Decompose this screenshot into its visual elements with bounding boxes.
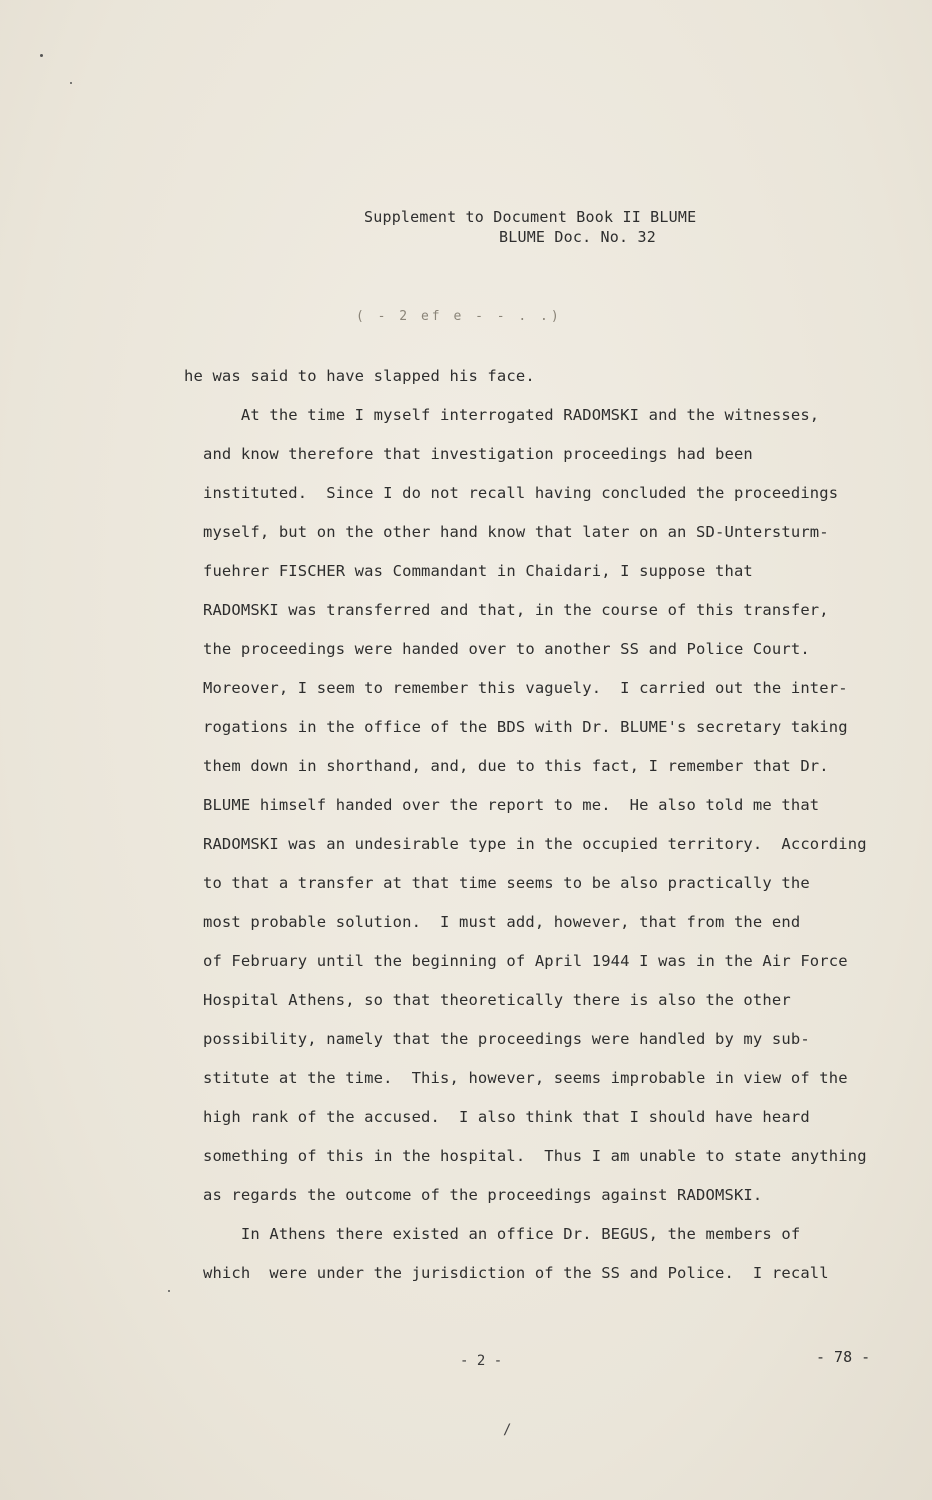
body-line: RADOMSKI was transferred and that, in the course of this transfer, xyxy=(184,601,829,619)
paper-speck xyxy=(168,1290,170,1292)
body-line: BLUME himself handed over the report to me. He also told me that xyxy=(184,796,820,814)
body-line: Moreover, I seem to remember this vaguely. I carried out the inter- xyxy=(184,679,848,697)
body-line: In Athens there existed an office Dr. BEGUS, the members of xyxy=(184,1225,801,1243)
header-line-2: BLUME Doc. No. 32 xyxy=(499,228,656,246)
body-line: he was said to have slapped his face. xyxy=(184,367,535,385)
body-line: most probable solution. I must add, however, that from the end xyxy=(184,913,801,931)
body-line: stitute at the time. This, however, seems improbable in view of the xyxy=(184,1069,848,1087)
body-line: which were under the jurisdiction of the SS and Police. I recall xyxy=(184,1264,829,1282)
body-line: and know therefore that investigation proceedings had been xyxy=(184,445,753,463)
body-line: of February until the beginning of April 1944 I was in the Air Force xyxy=(184,952,848,970)
body-line: rogations in the office of the BDS with Dr. BLUME's secretary taking xyxy=(184,718,848,736)
page-number-right: - 78 - xyxy=(816,1348,871,1366)
body-line: possibility, namely that the proceedings were handled by my sub- xyxy=(184,1030,810,1048)
body-line: them down in shorthand, and, due to this fact, I remember that Dr. xyxy=(184,757,829,775)
paper-speck xyxy=(40,54,43,57)
body-line: to that a transfer at that time seems to be also practically the xyxy=(184,874,810,892)
header-line-1: Supplement to Document Book II BLUME xyxy=(364,208,697,226)
document-header xyxy=(364,207,696,247)
body-line: myself, but on the other hand know that later on an SD-Untersturm- xyxy=(184,523,829,541)
body-line: RADOMSKI was an undesirable type in the occupied territory. According xyxy=(184,835,867,853)
paper-speck xyxy=(70,82,72,84)
body-line: Hospital Athens, so that theoretically there is also the other xyxy=(184,991,791,1009)
body-text xyxy=(184,364,884,1300)
body-line: fuehrer FISCHER was Commandant in Chaidari, I suppose that xyxy=(184,562,753,580)
body-line: the proceedings were handed over to another SS and Police Court. xyxy=(184,640,810,658)
bottom-mark: / xyxy=(503,1422,512,1438)
faint-stamp-line: ( - 2 ef e - - . .) xyxy=(356,309,562,324)
body-line: something of this in the hospital. Thus I am unable to state anything xyxy=(184,1147,867,1165)
body-line: At the time I myself interrogated RADOMSKI and the witnesses, xyxy=(184,406,820,424)
body-line: as regards the outcome of the proceedings against RADOMSKI. xyxy=(184,1186,763,1204)
body-line: instituted. Since I do not recall having concluded the proceedings xyxy=(184,484,839,502)
page-number-center: - 2 - xyxy=(460,1353,503,1369)
body-line: high rank of the accused. I also think that I should have heard xyxy=(184,1108,810,1126)
